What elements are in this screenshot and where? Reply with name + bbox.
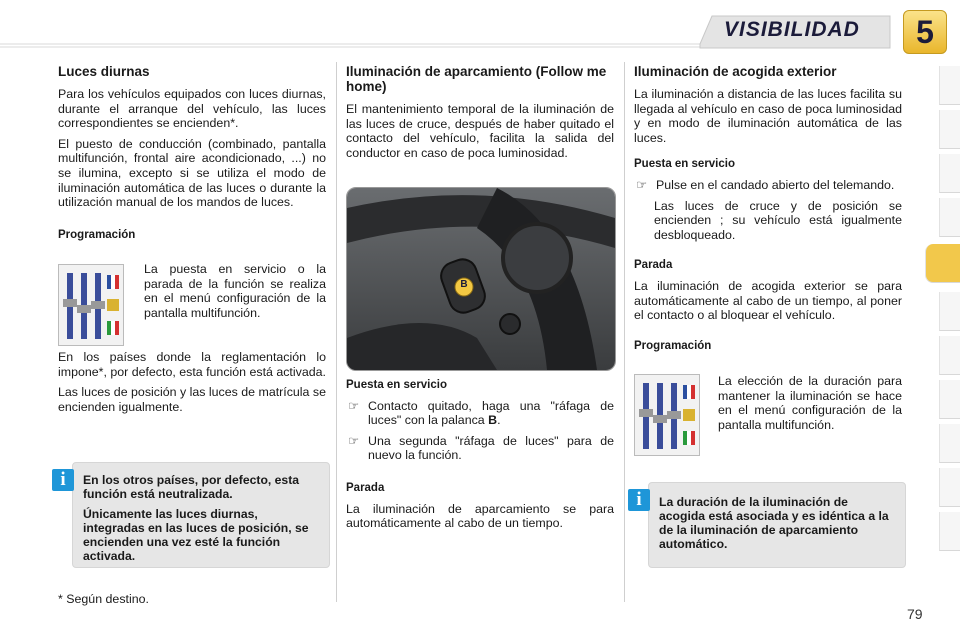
chapter-tabs: [936, 66, 960, 580]
info-text: La duración de la iluminación de acogida está asociada y es idéntica a la de la iluminación de aparcamiento automático.: [659, 495, 889, 551]
bullet-text: Contacto quitado, haga una "ráfaga de luces" con la palanca: [368, 398, 614, 428]
steering-wheel-image: [347, 188, 615, 370]
bullet-item: [346, 434, 614, 463]
right-programming-text: [718, 374, 902, 438]
chapter-tab[interactable]: [939, 512, 960, 551]
hand-pointer-icon: ☞: [348, 433, 360, 448]
subheading: Parada: [346, 481, 385, 494]
right-column: [634, 64, 902, 359]
chapter-tab[interactable]: [939, 292, 960, 331]
chapter-tab[interactable]: [939, 424, 960, 463]
section-heading: Luces diurnas: [58, 64, 150, 79]
column-separator: [336, 62, 337, 602]
lever-reference: B: [488, 413, 498, 428]
subheading: Parada: [634, 259, 673, 272]
paragraph: La iluminación a distancia de las luces facilita su llegada al vehículo en caso de poca luminosidad y en modo de iluminación automática de las luces.: [634, 87, 902, 145]
paragraph: Para los vehículos equipados con luces diurnas, durante el arranque del vehículo, las luces correspondientes se encienden*.: [58, 87, 326, 131]
left-column-lower: [58, 350, 326, 420]
left-column: [58, 64, 326, 248]
hand-pointer-icon: ☞: [636, 177, 648, 192]
paragraph: El puesto de conducción (combinado, pantalla multifunción, frontal aire acondicionado, ...) no se ilumina, excepto si se utiliza el modo de iluminación automática de las luces o durante la utilización manual de los mandos de luces.: [58, 136, 326, 210]
settings-sliders-icon: [58, 264, 124, 346]
chapter-tab[interactable]: [939, 198, 960, 237]
page-number: 79: [907, 606, 923, 622]
paragraph: La iluminación de acogida exterior se para automáticamente al cabo de un tiempo, al poner el contacto o al bloquear el vehículo.: [634, 278, 902, 323]
info-box: [72, 462, 330, 568]
info-text: En los otros países, por defecto, esta función está neutralizada.: [83, 473, 300, 501]
info-box: [648, 482, 906, 568]
info-icon: i: [52, 469, 74, 491]
sliders-flags-icon: [59, 265, 123, 345]
subheading: Puesta en servicio: [634, 158, 735, 171]
subheading: Programación: [634, 339, 712, 352]
paragraph: La puesta en servicio o la parada de la función se realiza en el menú configuración de la pantalla multifunción.: [144, 262, 326, 320]
bullet-text: Pulse en el candado abierto del telemando.: [656, 177, 895, 192]
section-heading: Iluminación de aparcamiento (Follow me home): [346, 64, 607, 94]
bullet-item: [634, 178, 902, 193]
bullet-text-end: .: [497, 413, 501, 428]
chapter-tab[interactable]: [939, 468, 960, 507]
chapter-tab[interactable]: [939, 154, 960, 193]
chapter-tab[interactable]: [939, 110, 960, 149]
paragraph: La elección de la duración para mantener la iluminación se hace en el menú configuración de la pantalla multifunción.: [718, 374, 902, 432]
left-programming-text: [144, 262, 326, 326]
sliders-flags-icon: [635, 375, 699, 455]
lever-b-label: B: [460, 279, 468, 290]
chapter-tab[interactable]: [939, 66, 960, 105]
bullet-item: [346, 399, 614, 428]
middle-column-lower: [346, 378, 614, 537]
lighting-stalk-photo: [346, 187, 616, 371]
subheading: Programación: [58, 228, 136, 241]
paragraph: Las luces de posición y las luces de matrícula se encienden igualmente.: [58, 385, 326, 414]
chapter-tab[interactable]: [939, 336, 960, 375]
middle-column: [346, 64, 614, 166]
column-separator: [624, 62, 625, 602]
chapter-tab[interactable]: [939, 380, 960, 419]
page-header: [0, 0, 960, 60]
paragraph: El mantenimiento temporal de la iluminación de las luces de cruce, después de haber quitado el contacto del vehículo, facilita la salida del conductor en caso de poca luminosidad.: [346, 102, 614, 160]
info-text: Únicamente las luces diurnas, integradas en las luces de posición, se encienden una vez esté la función activada.: [83, 507, 309, 563]
hand-pointer-icon: ☞: [348, 398, 360, 413]
footnote: * Según destino.: [58, 592, 149, 606]
section-heading: Iluminación de acogida exterior: [634, 64, 837, 79]
chapter-number: 5: [903, 10, 947, 54]
chapter-tab-active[interactable]: [925, 244, 960, 283]
bullet-text: Una segunda "ráfaga de luces" para de nuevo la función.: [368, 433, 614, 463]
info-icon: i: [628, 489, 650, 511]
paragraph: La iluminación de aparcamiento se para automáticamente al cabo de un tiempo.: [346, 501, 614, 531]
paragraph: En los países donde la reglamentación lo impone*, por defecto, esta función está activada.: [58, 350, 326, 379]
page-title: VISIBILIDAD: [724, 18, 860, 41]
settings-sliders-icon: [634, 374, 700, 456]
paragraph: Las luces de cruce y de posición se encienden ; su vehículo está igualmente desbloqueado.: [654, 198, 902, 242]
subheading: Puesta en servicio: [346, 379, 447, 391]
